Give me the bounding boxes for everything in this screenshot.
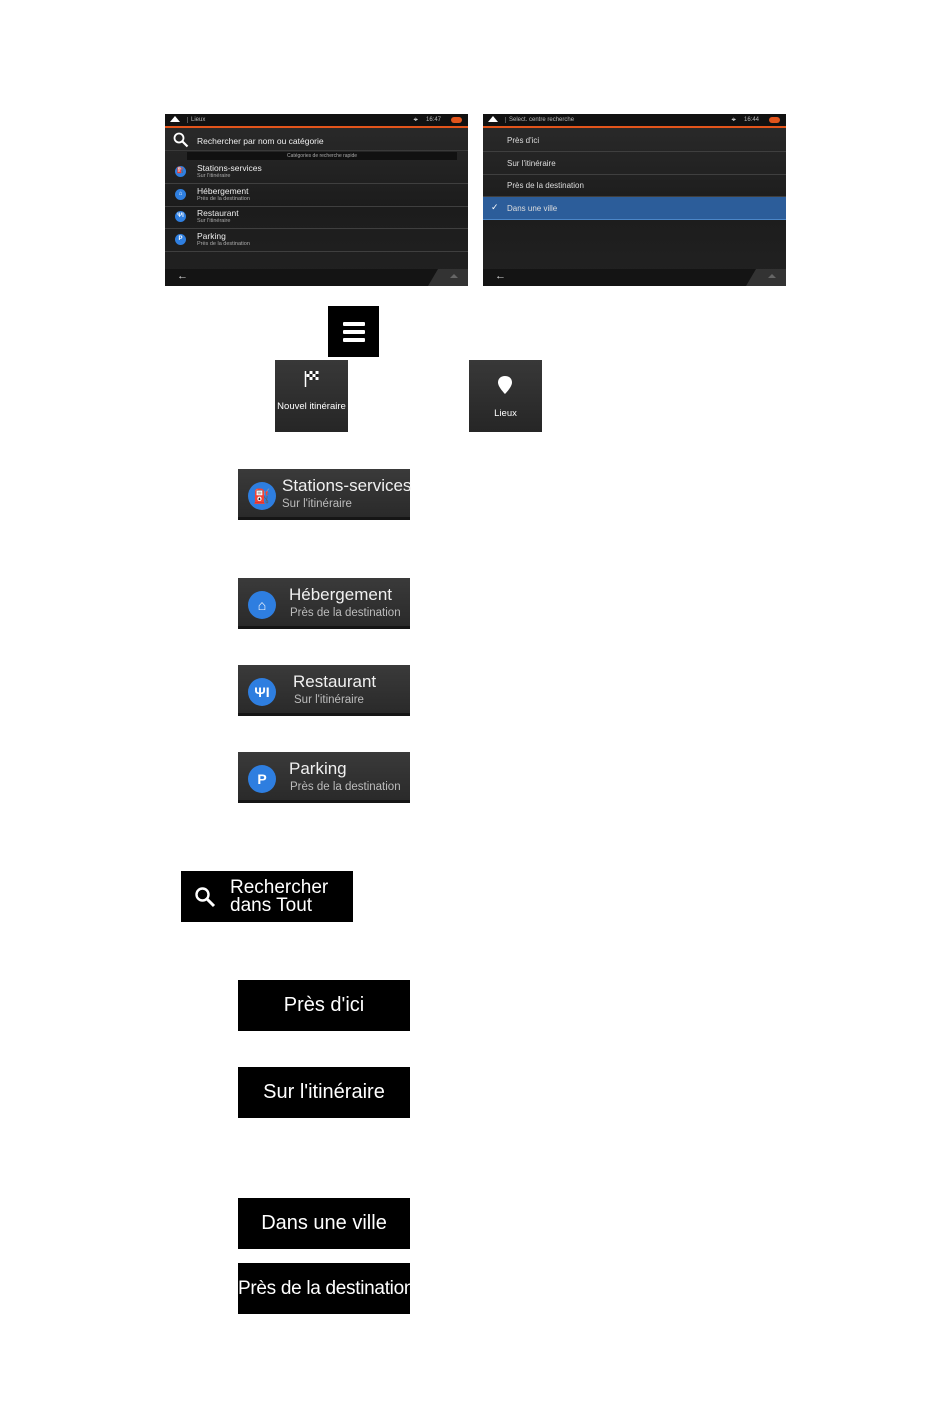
quick-categories-header: Catégories de recherche rapide: [187, 152, 457, 160]
message-icon[interactable]: [769, 117, 780, 123]
option-near-destination[interactable]: [483, 174, 786, 197]
search-icon: [173, 132, 189, 148]
back-arrow-icon[interactable]: ←: [177, 270, 188, 282]
option-label: Près de la destination: [507, 181, 584, 190]
search-all-line1: Rechercher: [230, 877, 329, 898]
bottom-bar: [165, 269, 468, 286]
list-item-parking[interactable]: [165, 229, 468, 252]
category-restaurant-button[interactable]: [238, 665, 410, 716]
screen-title: Lieux: [187, 117, 205, 123]
search-all-button[interactable]: [181, 871, 353, 922]
list-item-fuel[interactable]: [165, 161, 468, 184]
search-row[interactable]: [165, 128, 468, 151]
checkered-flag-icon: [304, 370, 320, 388]
option-in-city[interactable]: [483, 197, 786, 220]
item-subtitle: Sur l'itinéraire: [197, 173, 231, 179]
near-destination-button[interactable]: Près de la destination: [238, 1263, 410, 1314]
clock: 16:44: [743, 117, 759, 123]
chevron-up-icon: [450, 274, 458, 278]
status-bar: [483, 114, 786, 128]
places-tile[interactable]: [469, 360, 542, 432]
search-placeholder: Rechercher par nom ou catégorie: [197, 136, 324, 146]
back-arrow-icon[interactable]: ←: [495, 270, 506, 282]
hamburger-icon: [343, 322, 365, 326]
option-on-route[interactable]: [483, 152, 786, 175]
category-fuel-button[interactable]: [238, 469, 410, 520]
fuel-icon: ⛽: [248, 482, 276, 510]
category-title: Hébergement: [289, 585, 393, 604]
list-item-restaurant[interactable]: [165, 206, 468, 229]
item-subtitle: Près de la destination: [197, 241, 250, 247]
message-icon[interactable]: [451, 117, 462, 123]
item-title: Stations-services: [197, 163, 262, 173]
on-route-button[interactable]: Sur l'itinéraire: [238, 1067, 410, 1118]
fork-knife-icon: ΨΙ: [248, 678, 276, 706]
item-title: Restaurant: [197, 208, 239, 218]
menu-button[interactable]: [328, 306, 379, 357]
category-lodging-button[interactable]: [238, 578, 410, 629]
option-near-here[interactable]: [483, 129, 786, 152]
option-label: Sur l'itinéraire: [507, 159, 556, 168]
list-item-lodging[interactable]: [165, 184, 468, 207]
bed-icon: ⌂: [248, 591, 276, 619]
more-tab[interactable]: [428, 269, 468, 286]
gps-icon: ⌖: [413, 115, 418, 124]
chevron-up-icon: [768, 274, 776, 278]
category-title: Restaurant: [293, 672, 377, 691]
fork-knife-icon: ΨΙ: [175, 211, 186, 222]
bed-icon: ⌂: [175, 189, 186, 200]
parking-icon: P: [175, 234, 186, 245]
item-title: Hébergement: [197, 186, 249, 196]
parking-icon: P: [248, 765, 276, 793]
option-label: Dans une ville: [507, 204, 558, 213]
gps-icon: ⌖: [731, 115, 736, 124]
category-subtitle: Sur l'itinéraire: [294, 694, 364, 706]
map-pin-icon: [497, 375, 513, 395]
bottom-bar: [483, 269, 786, 286]
near-here-button[interactable]: Près d'ici: [238, 980, 410, 1031]
tile-label: Nouvel itinéraire: [277, 401, 346, 412]
more-tab[interactable]: [746, 269, 786, 286]
in-city-button[interactable]: Dans une ville: [238, 1198, 410, 1249]
search-all-line2: dans Tout: [230, 895, 313, 916]
item-subtitle: Sur l'itinéraire: [197, 218, 231, 224]
clock: 16:47: [425, 117, 441, 123]
category-subtitle: Près de la destination: [290, 607, 401, 619]
hamburger-icon-bar: [343, 330, 365, 334]
category-parking-button[interactable]: [238, 752, 410, 803]
category-subtitle: Sur l'itinéraire: [282, 498, 352, 510]
category-title: Parking: [289, 759, 347, 778]
status-bar: [165, 114, 468, 128]
item-title: Parking: [197, 231, 226, 241]
category-title: Stations-services: [282, 476, 412, 495]
item-subtitle: Près de la destination: [197, 196, 250, 202]
tile-label: Lieux: [494, 408, 517, 419]
places-screenshot: [165, 114, 468, 286]
screen-title: Select. centre recherche: [505, 117, 574, 123]
search-center-screenshot: [483, 114, 786, 286]
checkmark-icon: ✓: [491, 202, 499, 212]
search-icon: [194, 886, 216, 908]
fuel-icon: ⛽: [175, 166, 186, 177]
hamburger-icon-bar: [343, 338, 365, 342]
navigation-arrow-icon[interactable]: [488, 116, 498, 122]
new-route-tile[interactable]: [275, 360, 348, 432]
option-label: Près d'ici: [507, 136, 540, 145]
category-subtitle: Près de la destination: [290, 781, 401, 793]
navigation-arrow-icon[interactable]: [170, 116, 180, 122]
